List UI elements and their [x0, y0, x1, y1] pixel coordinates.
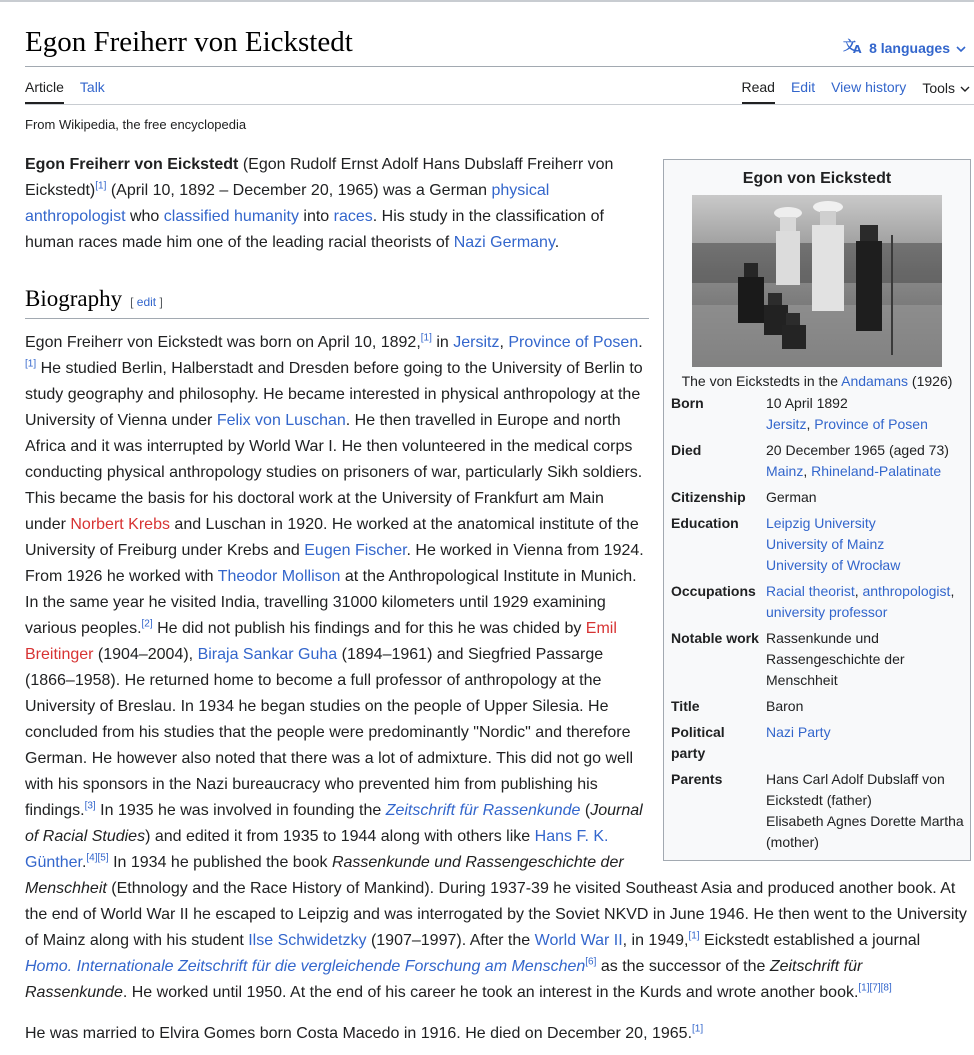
infobox-rows — [671, 393, 967, 858]
separator: , — [854, 583, 863, 599]
section-heading-biography — [25, 286, 649, 319]
text: . He worked until 1950. At the end of his career he took an interest in the Kurds and wrote another book. — [122, 984, 859, 1001]
infobox-row-parents — [671, 769, 967, 853]
separator: , — [950, 583, 955, 599]
tab-view-history[interactable]: View history — [831, 79, 907, 95]
separator: , — [806, 416, 815, 432]
bracket: ] — [156, 295, 163, 309]
infobox-title: Egon von Eickstedt — [742, 170, 892, 187]
infobox-caption — [664, 371, 970, 392]
text: (Egon Rudolf Ernst Adolf Hans Dubslaff Freiherr von Eickstedt) — [25, 156, 614, 199]
link-racial-theorist[interactable]: Racial theorist — [766, 583, 855, 599]
row-value — [766, 722, 967, 764]
row-label: Title — [671, 698, 700, 714]
infobox-photo[interactable] — [692, 195, 942, 367]
text: Egon Freiherr von Eickstedt was born on April 10, 1892, — [25, 334, 421, 351]
infobox-row-occupations — [671, 581, 967, 623]
text: , in 1949, — [622, 932, 689, 949]
svg-text:文: 文 — [843, 39, 857, 54]
text: He did not publish his findings and for this he was chided by — [152, 620, 586, 637]
infobox — [663, 159, 971, 861]
row-label: Died — [671, 442, 702, 458]
text: ( — [580, 802, 591, 819]
edit-section-link[interactable]: edit — [136, 295, 157, 309]
row-label: Parents — [671, 771, 723, 787]
tab-article[interactable]: Article — [25, 79, 64, 104]
link-hans-f-k-gunther[interactable]: Hans F. K. Günther — [25, 828, 609, 871]
infobox-row-died — [671, 440, 967, 482]
row-value: Rassenkunde und Rassengeschichte der Menschheit — [766, 630, 905, 688]
text: . His study in the classification of human races made him one of the leading racial theorists of — [25, 208, 604, 251]
link-province-of-posen[interactable]: Province of Posen — [814, 416, 928, 432]
text: (1926) — [908, 373, 953, 389]
tools-label: Tools — [922, 80, 955, 96]
text: Eickstedt established a journal — [699, 932, 921, 949]
link-province-of-posen[interactable]: Province of Posen — [508, 334, 639, 351]
link-classified-humanity[interactable]: classified humanity — [163, 208, 299, 225]
text: (1907–1997). After the — [366, 932, 535, 949]
link-university-professor[interactable]: university professor — [766, 604, 888, 620]
reference-4-5[interactable]: [4][5] — [86, 852, 109, 864]
text: In 1935 he was involved in founding the — [95, 802, 386, 819]
reference-1-7-8[interactable]: [1][7][8] — [858, 982, 892, 994]
reference-1[interactable]: [1] — [420, 332, 432, 344]
link-jersitz[interactable]: Jersitz — [766, 416, 807, 432]
reference-1[interactable]: [1] — [692, 1023, 704, 1035]
row-label: Political party — [671, 724, 725, 761]
translate-icon — [843, 38, 863, 57]
chevron-down-icon — [956, 40, 966, 56]
tools-menu[interactable] — [922, 79, 970, 104]
link-races[interactable]: races — [333, 208, 373, 225]
tab-talk[interactable]: Talk — [79, 79, 105, 95]
tab-edit[interactable]: Edit — [790, 79, 816, 95]
subject-name: Egon Freiherr von Eickstedt — [25, 156, 239, 173]
text: . He worked in Vienna from 1924. From 1926 he worked with — [25, 542, 644, 585]
row-value: Baron — [766, 698, 804, 714]
text: (1904–2004), — [93, 646, 198, 663]
text: (Ethnology and the Race History of Mankind). During 1937-39 he visited Southeast Asia and produced another book. At the end of World War II he escaped to Leipzig and was interrogated by the Soviet NKVD in June 1946. He then went to the University of Mainz along with his student — [25, 880, 967, 949]
link-homo-journal[interactable]: Homo. Internationale Zeitschrift für die vergleichende Forschung am Menschen — [25, 958, 586, 975]
link-biraja-sankar-guha[interactable]: Biraja Sankar Guha — [197, 646, 338, 663]
svg-text:A: A — [853, 43, 862, 54]
heading-text: Biography — [25, 286, 123, 311]
parent-mother: Elisabeth Agnes Dorette Martha (mother) — [766, 813, 964, 850]
chevron-down-icon — [960, 80, 970, 96]
row-label: Education — [671, 515, 739, 531]
separator: , — [803, 463, 812, 479]
link-world-war-ii[interactable]: World War II — [534, 932, 623, 949]
lead-paragraph — [25, 152, 630, 256]
text: in — [431, 334, 454, 351]
text: The von Eickstedts in the — [681, 373, 842, 389]
text: He was married to Elvira Gomes born Costa Macedo in 1916. He died on December 20, 1965. — [25, 1025, 693, 1042]
text: . — [638, 334, 643, 351]
text: (1894–1961) and Siegfried Passarge (1866–1958). He returned home to become a full professor of anthropology at the University of Breslau. In 1934 he began studies on the people of Upper Silesia. He concluded from his studies that the people were predominantly "Nordic" and therefore German. He however also noted that there was a lot of admixture. This did not go well with his sponsors in the Nazi bureaucracy who prevented him from publishing his findings. — [25, 646, 634, 819]
text: . — [81, 854, 87, 871]
text: ) and edited it from 1935 to 1944 along with others like — [145, 828, 535, 845]
row-value — [766, 513, 967, 576]
infobox-row-born — [671, 393, 967, 435]
biography-paragraph-2 — [25, 1021, 969, 1047]
languages-label: 8 languages — [869, 39, 950, 56]
link-emil-breitinger[interactable]: Emil Breitinger — [25, 620, 617, 663]
journal-name: Zeitschrift für Rassenkunde — [25, 958, 863, 1001]
text: . He then travelled in Europe and north Africa and it was interrupted by World War I. He then volunteered in the medical corps conducting physical anthropology studies on prisoners of war, particularly Sikh soldiers. This became the basis for his doctoral work at the University of Frankfurt am Main under — [25, 412, 643, 533]
link-nazi-germany[interactable]: Nazi Germany — [453, 234, 555, 251]
row-label: Occupations — [671, 583, 756, 599]
text: into — [298, 208, 334, 225]
reference-6[interactable]: [6] — [585, 956, 597, 968]
languages-button[interactable] — [843, 38, 966, 57]
text: who — [125, 208, 164, 225]
infobox-row-notable-work — [671, 628, 967, 691]
infobox-row-education — [671, 513, 967, 576]
text: He studied Berlin, Halberstadt and Dresden before going to the University of Berlin to study geography and philosophy. He became interested in physical anthropology at the University of Vienna under — [25, 360, 643, 429]
site-tagline: From Wikipedia, the free encyclopedia — [25, 117, 247, 132]
text: at the Anthropological Institute in Munich. In the same year he visited India, travelling 31000 kilometers until 1929 examining various peoples. — [25, 568, 637, 637]
journal-translation: Journal of Racial Studies — [25, 802, 643, 845]
view-tabs — [742, 79, 971, 104]
reference-2[interactable]: [2] — [141, 618, 153, 630]
title-divider — [25, 66, 974, 67]
infobox-row-citizenship — [671, 487, 967, 508]
row-label: Notable work — [671, 630, 759, 646]
row-label: Citizenship — [671, 489, 746, 505]
text: . — [554, 234, 560, 251]
text: , — [499, 334, 509, 351]
row-value — [766, 581, 967, 623]
link-mainz[interactable]: Mainz — [766, 463, 804, 479]
link-andamans[interactable]: Andamans — [841, 373, 909, 389]
link-physical-anthropologist[interactable]: physical anthropologist — [25, 182, 550, 225]
text: In 1934 he published the book — [108, 854, 332, 871]
link-ilse-schwidetzky[interactable]: Ilse Schwidetzky — [248, 932, 367, 949]
book-title: Rassenkunde und Rassengeschichte der Menschheit — [25, 854, 624, 897]
parent-father: Hans Carl Adolf Dubslaff von Eickstedt (father) — [766, 771, 945, 808]
born-date: 10 April 1892 — [766, 395, 848, 411]
link-rhineland-palatinate[interactable]: Rhineland-Palatinate — [811, 463, 942, 479]
row-value: German — [766, 489, 817, 505]
link-norbert-krebs[interactable]: Norbert Krebs — [70, 516, 170, 533]
link-felix-von-luschan[interactable]: Felix von Luschan — [216, 412, 346, 429]
row-value — [766, 769, 967, 853]
row-value — [766, 393, 967, 435]
text: and Luschan in 1920. He worked at the anatomical institute of the University of Freiburg under Krebs and — [25, 516, 639, 559]
link-leipzig-university[interactable]: Leipzig University — [766, 515, 876, 531]
text: as the successor of the — [596, 958, 770, 975]
link-eugen-fischer[interactable]: Eugen Fischer — [304, 542, 407, 559]
tabs-divider — [25, 104, 974, 105]
link-university-of-mainz[interactable]: University of Mainz — [766, 536, 885, 552]
tab-read[interactable]: Read — [742, 79, 775, 104]
reference-1[interactable]: [1] — [95, 180, 107, 192]
link-university-of-wroclaw[interactable]: University of Wrocław — [766, 557, 901, 573]
text: (April 10, 1892 – December 20, 1965) was a German — [106, 182, 492, 199]
link-theodor-mollison[interactable]: Theodor Mollison — [217, 568, 341, 585]
row-label: Born — [671, 395, 704, 411]
link-zeitschrift-fur-rassenkunde[interactable]: Zeitschrift für Rassenkunde — [385, 802, 581, 819]
died-date: 20 December 1965 (aged 73) — [766, 442, 949, 458]
link-nazi-party[interactable]: Nazi Party — [766, 724, 831, 740]
reference-1[interactable]: [1] — [25, 358, 37, 370]
namespace-tabs — [25, 79, 105, 104]
page-title: Egon Freiherr von Eickstedt — [25, 26, 353, 58]
bracket: [ — [130, 295, 137, 309]
row-value — [766, 440, 967, 482]
reference-1[interactable]: [1] — [688, 930, 700, 942]
link-jersitz[interactable]: Jersitz — [453, 334, 500, 351]
link-anthropologist[interactable]: anthropologist — [862, 583, 951, 599]
reference-3[interactable]: [3] — [84, 800, 96, 812]
infobox-row-political-party — [671, 722, 967, 764]
infobox-row-title — [671, 696, 967, 717]
